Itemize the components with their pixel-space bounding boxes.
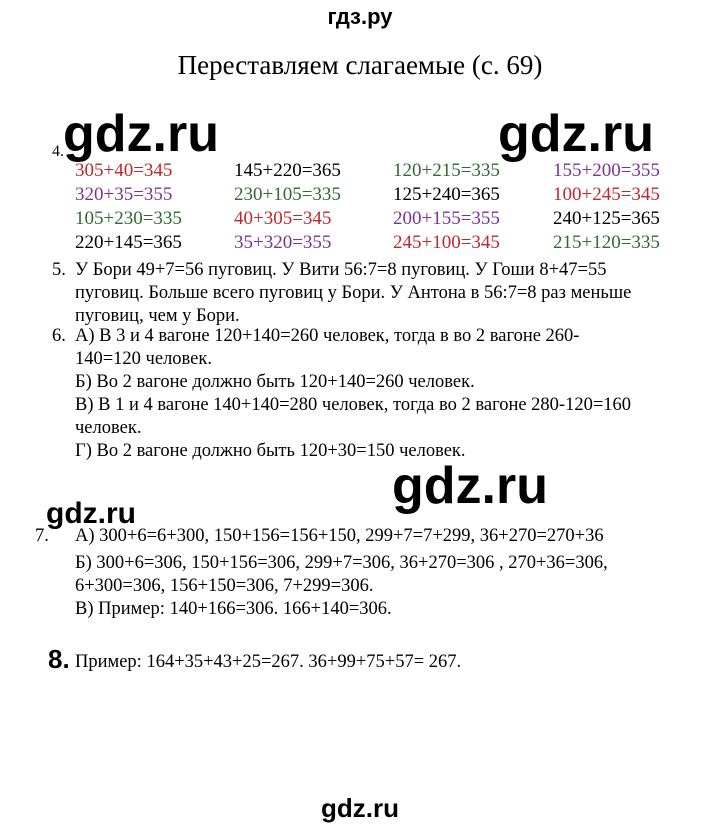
equation: 305+40=345	[75, 160, 173, 181]
task4-number: 4.	[52, 143, 64, 160]
equation: 245+100=345	[393, 232, 500, 253]
watermark-small: gdz.ru	[46, 497, 136, 530]
watermark-left: gdz.ru	[63, 105, 219, 163]
equation: 35+320=355	[234, 232, 332, 253]
task7-line: В) Пример: 140+166=306. 166+140=306.	[75, 599, 392, 619]
equation: 215+120=335	[553, 232, 660, 253]
equation: 320+35=355	[75, 184, 173, 205]
task6-line: В) В 1 и 4 вагоне 140+140=280 человек, тогда во 2 вагоне 280-120=160	[75, 395, 632, 415]
watermark-right: gdz.ru	[498, 105, 654, 163]
watermark-bottom: gdz.ru	[321, 793, 399, 823]
task8-number: 8.	[48, 644, 70, 674]
task6-number: 6.	[52, 326, 66, 346]
task6-line: Г) Во 2 вагоне должно быть 120+30=150 человек.	[75, 441, 466, 461]
equation: 200+155=355	[393, 208, 500, 229]
task6-line: Б) Во 2 вагоне должно быть 120+140=260 человек.	[75, 372, 475, 392]
task5-line: пуговиц, чем у Бори.	[75, 306, 240, 326]
task7-line: А) 300+6=6+300, 150+156=156+150, 299+7=7+299, 36+270=270+36	[75, 526, 604, 546]
equation: 120+215=335	[393, 160, 500, 181]
watermark-middle: gdz.ru	[392, 457, 548, 515]
equation: 155+200=355	[553, 160, 660, 181]
equation: 125+240=365	[393, 184, 500, 205]
task7-number: 7.	[35, 526, 49, 546]
equation: 40+305=345	[234, 208, 332, 229]
task6-line: 140=120 человек.	[75, 349, 213, 369]
task5-line: пуговиц. Больше всего пуговиц у Бори. У Антона в 56:7=8 раз меньше	[75, 283, 632, 303]
task5-line: У Бори 49+7=56 пуговиц. У Вити 56:7=8 пуговиц. У Гоши 8+47=55	[75, 260, 607, 280]
task8-text: Пример: 164+35+43+25=267. 36+99+75+57= 267.	[75, 652, 462, 672]
equation: 100+245=345	[553, 184, 660, 205]
equation: 145+220=365	[234, 160, 341, 181]
equation: 220+145=365	[75, 232, 182, 253]
task5-number: 5.	[52, 260, 66, 280]
watermark-top: гдз.ру	[327, 4, 393, 29]
equation: 230+105=335	[234, 184, 341, 205]
task6-line: человек.	[75, 418, 142, 438]
page-title: Переставляем слагаемые (с. 69)	[177, 50, 543, 80]
task7-line: Б) 300+6=306, 150+156=306, 299+7=306, 36+270=306 , 270+36=306,	[75, 553, 608, 573]
equation: 240+125=365	[553, 208, 660, 229]
equation: 105+230=335	[75, 208, 182, 229]
task7-line: 6+300=306, 156+150=306, 7+299=306.	[75, 576, 374, 596]
task6-line: А) В 3 и 4 вагоне 120+140=260 человек, тогда в во 2 вагоне 260-	[75, 326, 580, 346]
